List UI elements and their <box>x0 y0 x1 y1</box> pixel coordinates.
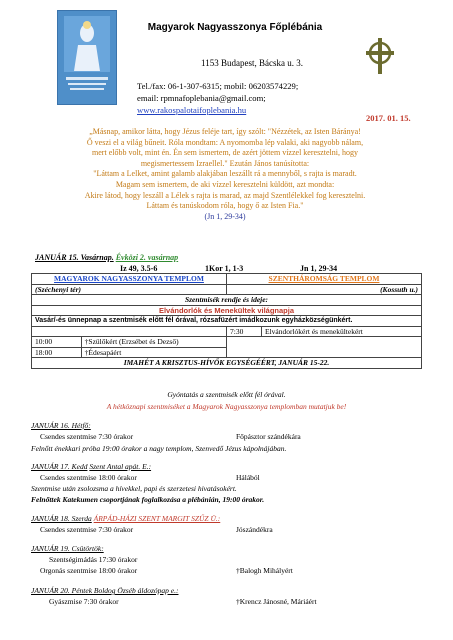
email: email: rpmnafoplebania@gmail.com; <box>137 92 266 103</box>
day-17-saint: Szent Antal apát. E.: <box>89 462 152 471</box>
gospel-line: megismertessem Izraellel." Ezután János tanúsította: <box>140 158 310 168</box>
parish-address: 1153 Budapest, Bácska u. 3. <box>201 58 303 68</box>
church-2: SZENTHÁROMSÁG TEMPLOM <box>268 274 380 284</box>
intention-1800: †Édesapáért <box>81 347 226 358</box>
gospel-line: "Láttam a Lelket, amint galamb alakjában leszállt rá a mennyből, s rajta is maradt. <box>93 169 357 179</box>
reading-3: Jn 1, 29-34 <box>300 264 338 273</box>
confession-note: Gyóntatás a szentmisék előtt fél órával. <box>167 390 286 399</box>
table-row <box>32 337 422 348</box>
bulletin-date: 2017. 01. 15. <box>366 113 411 123</box>
sunday-title: Évközi 2. vasárnap <box>115 253 179 262</box>
day-17-note-1: Szentmise után zsolozsma a hívekkel, papi és szerzetesi hivatásokért. <box>31 484 237 493</box>
day-18-saint: ÁRPÁD-HÁZI SZENT MARGIT SZŰZ Ü.: <box>93 514 221 523</box>
table-row <box>32 284 422 295</box>
cross-icon <box>360 36 400 76</box>
day-20-mass: Gyászmise 7:30 órakor <box>49 597 119 606</box>
unity-week: IMAHÉT A KRISZTUS-HÍVŐK EGYSÉGÉÉRT, JANUÁR 15-22. <box>32 358 422 369</box>
parish-name: Magyarok Nagyasszonya Főplébánia <box>147 22 323 33</box>
table-row <box>32 358 422 369</box>
table-row <box>32 316 422 327</box>
gospel-reference: (Jn 1, 29-34) <box>204 211 246 221</box>
time-1800: 18:00 <box>32 347 82 358</box>
sunday-heading <box>35 253 178 262</box>
day-17-label: JANUÁR 17. Kedd <box>31 462 88 471</box>
day-19-label: JANUÁR 19. Csütörtök: <box>31 544 104 553</box>
gospel-line: „Másnap, amikor látta, hogy Jézus feléje tart, így szólt: "Nézzétek, az Isten Báránya! <box>89 127 361 136</box>
day-17-heading <box>31 462 151 471</box>
day-20-label: JANUÁR 20. Péntek Boldog Özséb áldozópap e.: <box>31 586 179 595</box>
reading-2: 1Kor 1, 1-3 <box>205 264 244 273</box>
reading-1: Iz 49, 3.5-6 <box>120 264 158 273</box>
intention-730: Elvándorlókért és menekültekért <box>261 326 421 337</box>
mass-schedule-table <box>31 273 422 369</box>
sunday-date: JANUÁR 15. Vasárnap. <box>35 253 114 262</box>
church-1-location: (Széchenyi tér) <box>32 284 227 295</box>
table-row <box>32 274 422 285</box>
day-18-mass: Csendes szentmise 7:30 órakor <box>40 525 134 534</box>
table-row <box>32 347 422 358</box>
weekday-masses-note: A hétköznapi szentmiséket a Magyarok Nagyasszonya templomban mutatjuk be! <box>106 402 347 411</box>
day-18-heading <box>31 514 220 523</box>
day-16-label: JANUÁR 16. Hétfő: <box>31 421 91 430</box>
mass-intentions-heading: Szentmisék rendje és ideje: <box>32 295 422 306</box>
gospel-quote <box>56 127 394 222</box>
website-link[interactable]: www.rakospalotaifoplebania.hu <box>137 104 247 115</box>
day-16-note: Felnőtt énekkari próba 19:00 órakor a nagy templom, Szenvedő Jézus kápolnájában. <box>31 444 287 453</box>
day-18-intent: Jószándékra <box>236 525 273 534</box>
time-1000: 10:00 <box>32 337 82 348</box>
gospel-line: Akire látod, hogy leszáll a Lélek s rajta is marad, az majd Szentlélekkel fog keresztelni. <box>84 190 366 200</box>
church-2-location: (Kossuth u.) <box>226 284 421 295</box>
day-19-intent: †Balogh Mihályért <box>236 566 293 575</box>
rosary-note: Vasár/-és ünnepnap a szentmisék előtt fél órával, rózsafüzért imádkozunk egyházközségünkért. <box>32 316 422 327</box>
table-row <box>32 305 422 316</box>
church-1: MAGYAROK NAGYASSZONYA TEMPLOM <box>54 274 204 284</box>
day-20-intent: †Krencz Jánosné, Máriáért <box>236 597 317 606</box>
table-row <box>32 326 422 337</box>
day-16-mass: Csendes szentmise 7:30 órakor <box>40 432 134 441</box>
special-day: Elvándorlók és Menekültek világnapja <box>32 305 422 316</box>
day-17-note-2: Felnőttek Katekumen csoportjának foglalkozása a plébánián, 19:00 órakor. <box>31 495 265 504</box>
day-18-label: JANUÁR 18. Szerda <box>31 514 92 523</box>
time-730: 7:30 <box>226 326 261 337</box>
parish-logo <box>57 10 117 105</box>
gospel-line: Ő veszi el a világ bűneit. Róla mondtam: A nyomomba lép valaki, aki nagyobb nálam, <box>86 137 364 147</box>
gospel-line: Láttam és tanúskodom róla, hogy ő az Isten Fia." <box>146 201 304 211</box>
day-19-mass: Orgonás szentmise 18:00 órakor <box>40 566 138 575</box>
gospel-line: mert előbb volt, mint én. Én sem ismertem, de azért jöttem vízzel keresztelni, hogy <box>92 148 358 158</box>
table-row <box>32 295 422 306</box>
gospel-line: Magam sem ismertem, de aki vízzel keresztelni küldött, azt mondta: <box>115 179 335 189</box>
day-19-adoration: Szentségimádás 17:30 órakor <box>49 555 138 564</box>
contact-block <box>137 81 397 116</box>
day-17-mass: Csendes szentmise 18:00 órakor <box>40 473 137 482</box>
phone: Tel./fax: 06-1-307-6315; mobil: 06203574229; <box>137 81 299 91</box>
day-16-intent: Főpásztor szándékára <box>236 432 301 441</box>
day-17-intent: Hálából <box>236 473 260 482</box>
intention-1000: †Szülőkért (Erzsébet és Dezső) <box>81 337 226 348</box>
